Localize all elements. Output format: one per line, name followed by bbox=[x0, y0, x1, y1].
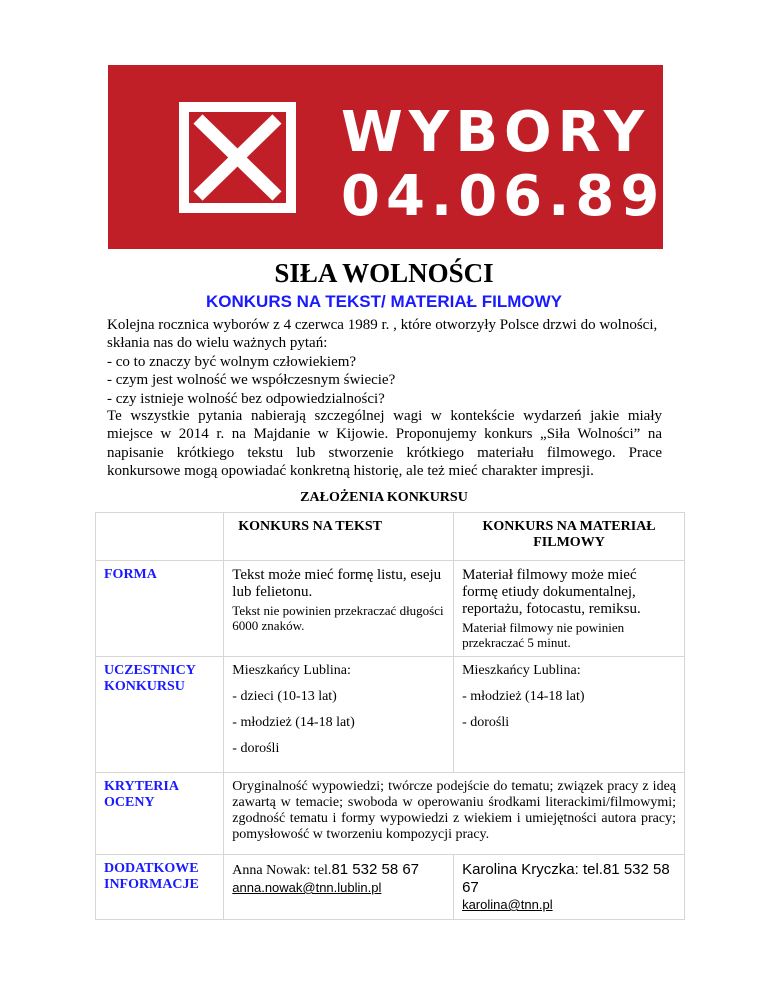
page-subtitle: KONKURS NA TEKST/ MATERIAŁ FILMOWY bbox=[205, 292, 563, 311]
participants-text-cell bbox=[224, 657, 454, 773]
participant-item: - dorośli bbox=[232, 741, 280, 756]
contact-1-name: Anna Nowak: tel. bbox=[232, 863, 332, 878]
contact-1-email-link[interactable]: anna.nowak@tnn.lublin.pl bbox=[232, 880, 382, 895]
row-label-participants: UCZESTNICY KONKURSU bbox=[96, 657, 224, 773]
participants-film-cell bbox=[454, 657, 685, 773]
table-row-info bbox=[96, 855, 685, 920]
contact-1 bbox=[232, 861, 445, 880]
contact-2-email-link[interactable]: karolina@tnn.pl bbox=[462, 897, 553, 912]
participant-item: - młodzież (14-18 lat) bbox=[232, 715, 355, 730]
participant-item: - dorośli bbox=[462, 715, 510, 730]
header-text-competition: KONKURS NA TEKST bbox=[224, 513, 454, 561]
description-paragraph: Te wszystkie pytania nabierają szczególnej wagi w kontekście wydarzeń jakie miały miejsce w 2014 r. na Majdanie w Kijowie. Proponujemy konkurs „Siła Wolności” na napisanie krótkiego tekstu lub stworzenie krótkiego materiału filmowego. Prace konkursowe mogą opowiadać konkretną historię, ale też mieć charakter impresji. bbox=[107, 408, 662, 480]
x-in-box-icon bbox=[178, 101, 297, 214]
intro-line: Kolejna rocznica wyborów z 4 czerwca 1989 r. , które otworzyły Polsce drzwi do wolności, bbox=[107, 317, 658, 333]
wybory-banner bbox=[108, 65, 666, 249]
table-header-row bbox=[96, 513, 685, 561]
participants-header: Mieszkańcy Lublina: bbox=[462, 663, 581, 678]
intro-block bbox=[107, 316, 662, 408]
forma-text-cell bbox=[224, 561, 454, 657]
contact-2-cell bbox=[454, 855, 685, 920]
contact-2-name: Karolina Kryczka: tel. bbox=[462, 861, 603, 878]
row-label-forma: FORMA bbox=[96, 561, 224, 657]
participant-item: - dzieci (10-13 lat) bbox=[232, 689, 337, 704]
contact-1-cell bbox=[224, 855, 454, 920]
intro-question: - czy istnieje wolność bez odpowiedzialności? bbox=[107, 390, 385, 407]
contact-2-phone: 81 532 58 67 bbox=[462, 861, 670, 896]
header-film-competition: KONKURS NA MATERIAŁ FILMOWY bbox=[454, 513, 685, 561]
empty-header-cell bbox=[96, 513, 224, 561]
row-label-criteria: KRYTERIA OCENY bbox=[96, 773, 224, 855]
forma-text-note: Tekst nie powinien przekraczać długości 6000 znaków. bbox=[232, 603, 444, 633]
page-title: SIŁA WOLNOŚCI bbox=[274, 258, 494, 288]
contact-1-phone: 81 532 58 67 bbox=[331, 861, 420, 878]
table-row-forma bbox=[96, 561, 685, 657]
forma-film-main: Materiał filmowy może mieć formę etiudy dokumentalnej, reportażu, fotocastu, remiksu. bbox=[462, 567, 641, 617]
participants-header: Mieszkańcy Lublina: bbox=[232, 663, 351, 678]
banner-text-date: 04.06.89 bbox=[341, 164, 666, 229]
competition-rules-table bbox=[95, 512, 685, 920]
intro-line: skłania nas do wielu ważnych pytań: bbox=[107, 335, 328, 352]
participant-item: - młodzież (14-18 lat) bbox=[462, 689, 585, 704]
forma-film-note: Materiał filmowy nie powinien przekraczać 5 minut. bbox=[462, 620, 625, 650]
table-row-participants bbox=[96, 657, 685, 773]
section-title: ZAŁOŻENIA KONKURSU bbox=[300, 490, 468, 505]
criteria-text: Oryginalność wypowiedzi; twórcze podejście do tematu; związek pracy z ideą zawartą w temacie; swoboda w operowaniu środkami literackimi/filmowymi; zgodność tematu i formy wypowiedzi z wiekiem i umiejętności autora pracy; pomysłowość w tworzeniu kompozycji pracy. bbox=[224, 773, 685, 855]
contact-2 bbox=[462, 861, 676, 897]
intro-question: - czym jest wolność we współczesnym świecie? bbox=[107, 372, 396, 389]
table-row-criteria bbox=[96, 773, 685, 855]
forma-text-main: Tekst może mieć formę listu, eseju lub felietonu. bbox=[232, 567, 442, 600]
forma-film-cell bbox=[454, 561, 685, 657]
row-label-info: DODATKOWE INFORMACJE bbox=[96, 855, 224, 920]
banner-text-wybory: WYBORY bbox=[341, 100, 651, 165]
intro-question: - co to znaczy być wolnym człowiekiem? bbox=[107, 353, 357, 370]
